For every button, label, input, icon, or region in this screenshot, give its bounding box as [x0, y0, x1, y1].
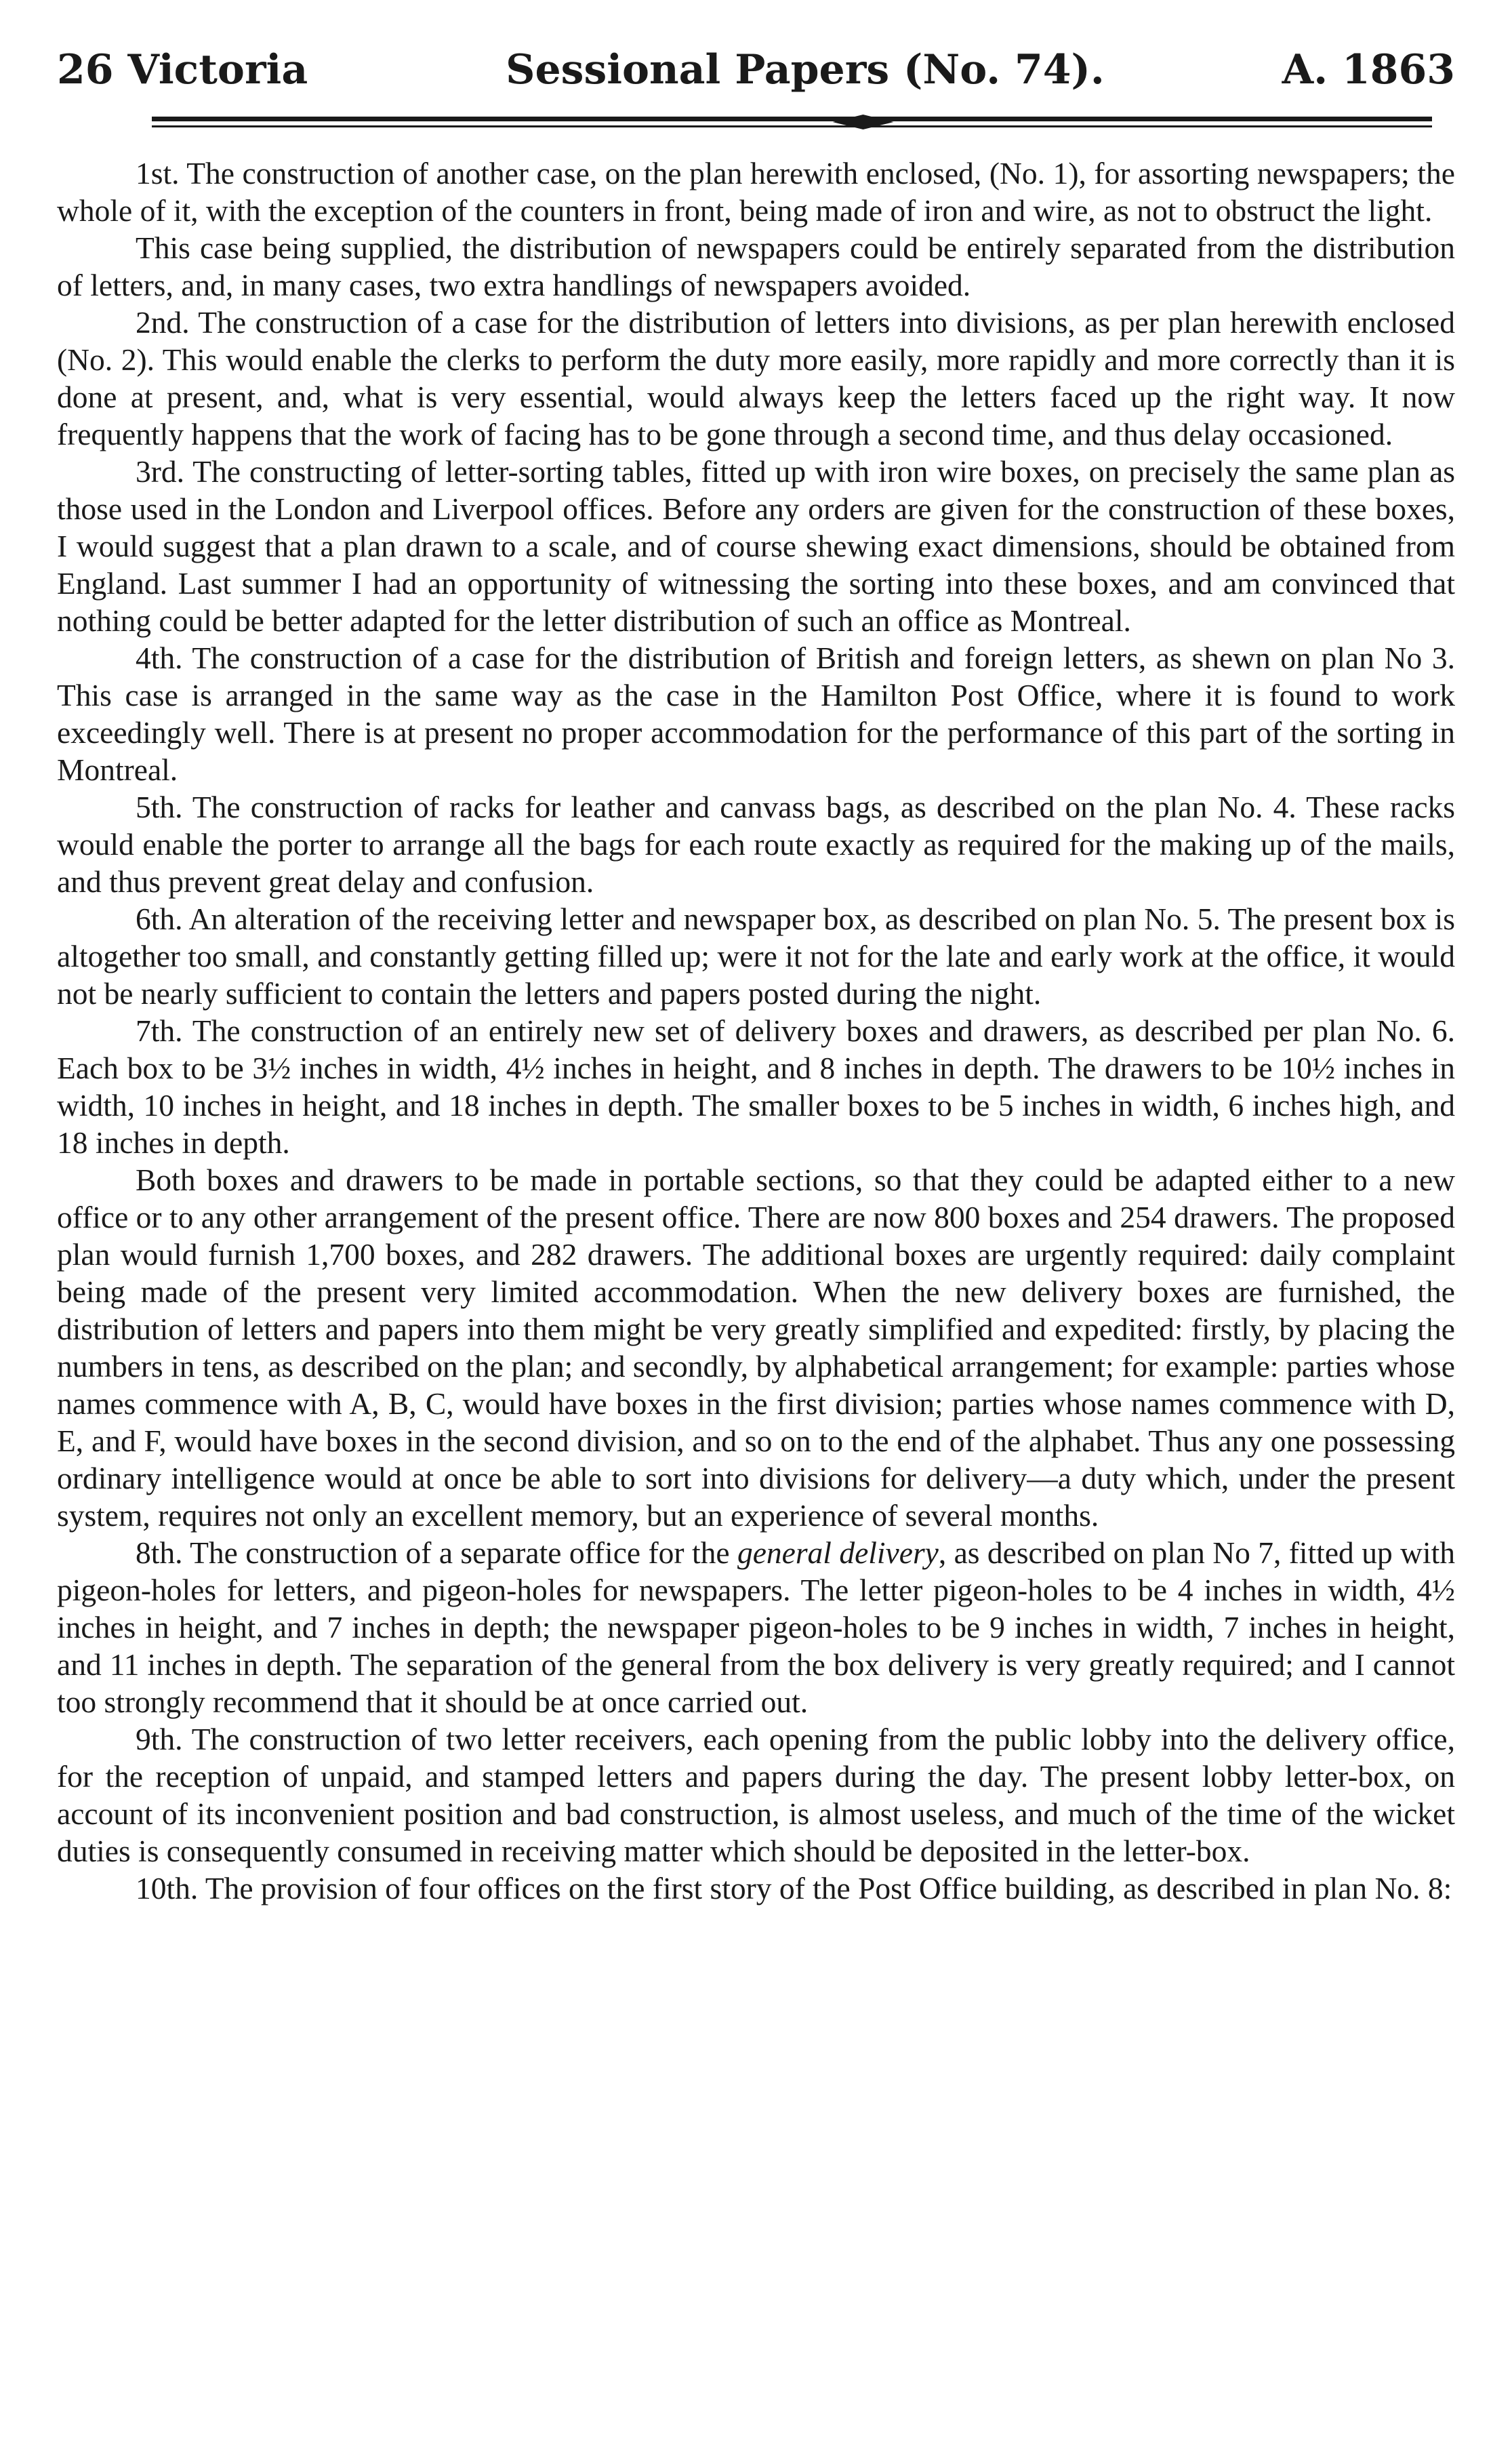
paragraph-10-start: 8th. The construction of a separate office for the	[136, 1535, 737, 1570]
header-year: A. 1863	[1282, 46, 1455, 94]
paragraph-6: 5th. The construction of racks for leather and canvass bags, as described on the plan No. 4. These racks would enable the porter to arrange all the bags for each route exactly as required for the making up of the mails, and thus prevent great delay and confusion.	[57, 790, 1455, 899]
paragraph-10-italic: general delivery	[737, 1535, 939, 1570]
header-rule	[152, 114, 1432, 134]
paragraph-1: 1st. The construction of another case, on the plan herewith enclosed, (No. 1), for assorting newspapers; the whole of it, with the exception of the counters in front, being made of iron and wire, as not to obstruct the light.	[57, 156, 1455, 228]
paragraph-8: 7th. The construction of an entirely new set of delivery boxes and drawers, as described per plan No. 6. Each box to be 3½ inches in width, 4½ inches in height, and 8 inches in depth. The drawers to be 10½ inches in width, 10 inches in height, and 18 inches in depth. The smaller boxes to be 5 inches in width, 6 inches high, and 18 inches in depth.	[57, 1013, 1455, 1160]
paragraph-10-end: , as described on plan No 7, fitted up with pigeon-holes for letters, and pigeon-holes for newspapers. The letter pigeon-holes to be 4 inches in width, 4½ inches in height, and 7 inches in depth; the newspaper pigeon-holes to be 9 inches in width, 7 inches in height, and 11 inches in depth. The separation of the general from the box delivery is very greatly required; and I cannot too strongly recommend that it should be at once carried out.	[57, 1535, 1455, 1719]
paragraph-11: 9th. The construction of two letter receivers, each opening from the public lobby into the delivery office, for the reception of unpaid, and stamped letters and papers during the day. The present lobby letter-box, on account of its inconvenient position and bad construction, is almost useless, and much of the time of the wicket duties is consequently consumed in receiving matter which should be deposited in the letter-box.	[57, 1722, 1455, 1868]
paragraph-4: 3rd. The constructing of letter-sorting tables, fitted up with iron wire boxes, on precisely the same plan as those used in the London and Liverpool offices. Before any orders are given for the construction of these boxes, I would suggest that a plan drawn to a scale, and of course shewing exact dimensions, should be obtained from England. Last summer I had an opportunity of witnessing the sorting into these boxes, and am convinced that nothing could be better adapted for the letter distribution of such an office as Montreal.	[57, 454, 1455, 638]
paragraph-12: 10th. The provision of four offices on the first story of the Post Office building, as described in plan No. 8:	[136, 1871, 1452, 1905]
paragraph-3: 2nd. The construction of a case for the distribution of letters into divisions, as per plan herewith enclosed (No. 2). This would enable the clerks to perform the duty more easily, more rapidly and more correctly than it is done at present, and, what is very essential, would always keep the letters faced up the right way. It now frequently happens that the work of facing has to be gone through a second time, and thus delay occasioned.	[57, 305, 1455, 451]
body-text	[57, 155, 1455, 1907]
header-session: 26 Victoria	[57, 46, 308, 94]
paragraph-9: Both boxes and drawers to be made in portable sections, so that they could be adapted either to a new office or to any other arrangement of the present office. There are now 800 boxes and 254 drawers. The proposed plan would furnish 1,700 boxes, and 282 drawers. The additional boxes are urgently required: daily complaint being made of the present very limited accommodation. When the new delivery boxes are furnished, the distribution of letters and papers into them might be very greatly simplified and expedited: firstly, by placing the numbers in tens, as described on the plan; and secondly, by alphabetical arrangement; for example: parties whose names commence with A, B, C, would have boxes in the first division; parties whose names commence with D, E, and F, would have boxes in the second division, and so on to the end of the alphabet. Thus any one possessing ordinary intelligence would at once be able to sort into divisions for delivery—a duty which, under the present system, requires not only an excellent memory, but an experience of several months.	[57, 1163, 1455, 1533]
paragraph-7: 6th. An alteration of the receiving letter and newspaper box, as described on plan No. 5. The present box is altogether too small, and constantly getting filled up; were it not for the late and early work at the office, it would not be nearly sufficient to contain the letters and papers posted during the night.	[57, 902, 1455, 1011]
paragraph-2: This case being supplied, the distribution of newspapers could be entirely separated from the distribution of letters, and, in many cases, two extra handlings of newspapers avoided.	[57, 230, 1455, 302]
header-rule-thick-line	[152, 117, 1432, 121]
running-header	[57, 39, 1455, 104]
paragraph-10	[57, 1534, 1455, 1720]
header-rule-thin-line	[152, 125, 1432, 127]
header-title: Sessional Papers (No. 74).	[506, 46, 1105, 94]
paragraph-5: 4th. The construction of a case for the distribution of British and foreign letters, as shewn on plan No 3. This case is arranged in the same way as the case in the Hamilton Post Office, where it is found to work exceedingly well. There is at present no proper accommodation for the performance of this part of the sorting in Montreal.	[57, 641, 1455, 787]
